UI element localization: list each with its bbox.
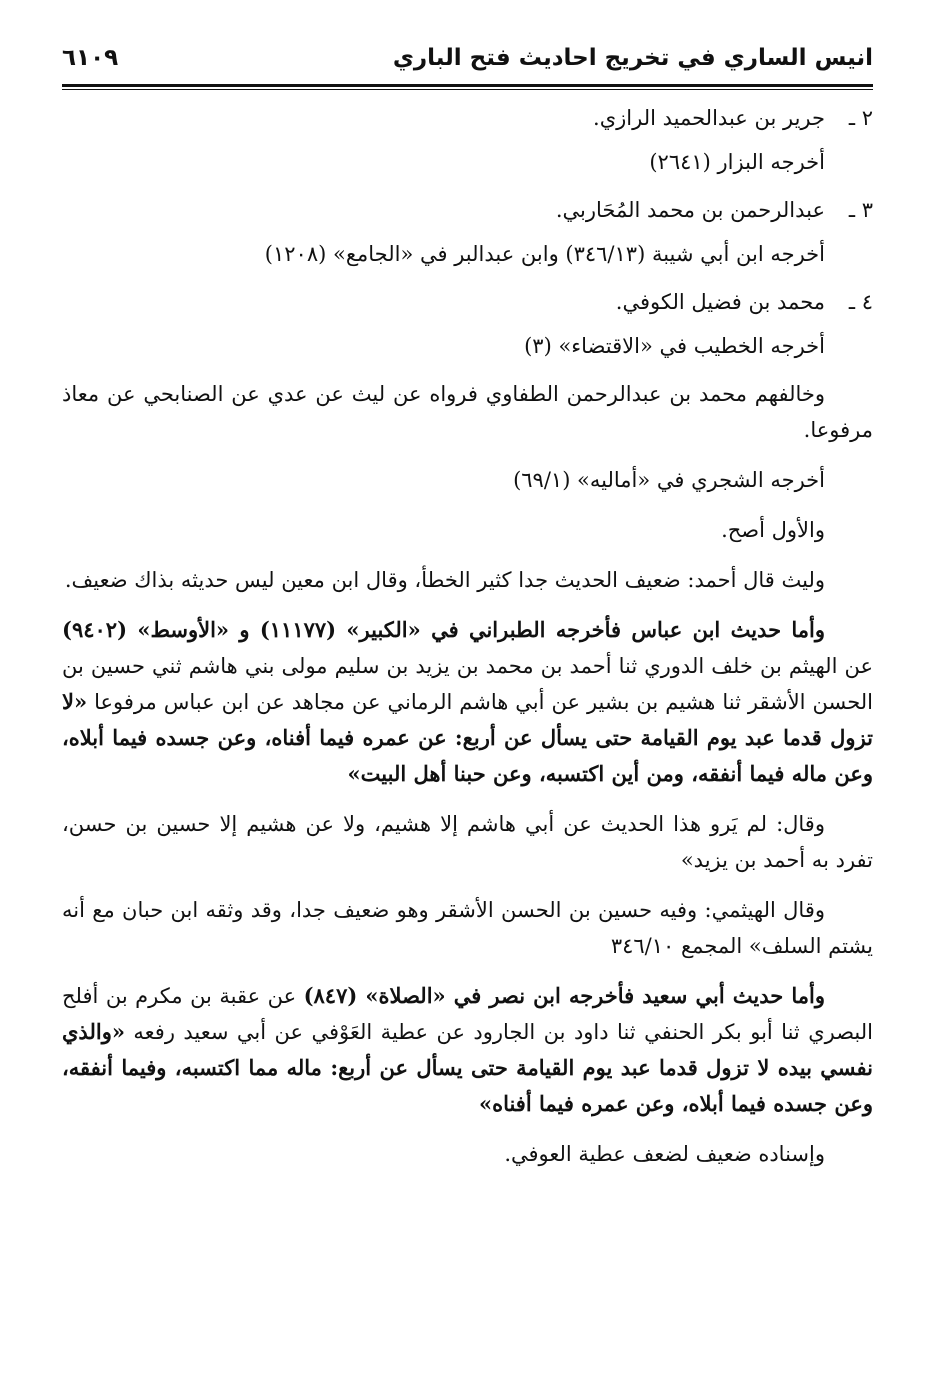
header-rule xyxy=(62,84,873,87)
paragraph: وإسناده ضعيف لضعف عطية العوفي. xyxy=(504,1142,825,1166)
item-source: أخرجه ابن أبي شيبة (٣٤٦/١٣) وابن عبدالبر في «الجامع» (١٢٠٨) xyxy=(264,242,825,266)
paragraph-lead: وأما حديث ابن عباس فأخرجه الطبراني في «الكبير» (١١١٧٧) و «الأوسط» (٩٤٠٢) xyxy=(62,617,825,642)
page-number: ٦١٠٩ xyxy=(62,45,119,71)
paragraph: وخالفهم محمد بن عبدالرحمن الطفاوي فرواه عن ليث عن عدي عن الصنابحي عن معاذ مرفوعا. xyxy=(62,382,873,442)
paragraph-lead: وأما حديث أبي سعيد فأخرجه ابن نصر في «الصلاة» (٨٤٧) xyxy=(303,983,825,1008)
running-title: انيس الساري في تخريج احاديث فتح الباري xyxy=(392,45,873,71)
item-source: أخرجه الخطيب في «الاقتضاء» (٣) xyxy=(524,334,825,358)
item-text: عبدالرحمن بن محمد المُحَاربي. xyxy=(555,198,825,222)
paragraph-body: عن الهيثم بن خلف الدوري ثنا أحمد بن محمد بن يزيد بن سليم مولى بني هاشم ثني حسين بن الحسن الأشقر ثنا هشيم بن بشير عن أبي هاشم الرماني عن مجاهد عن ابن عباس مرفوعا xyxy=(62,654,873,714)
paragraph: وقال: لم يَرو هذا الحديث عن أبي هاشم إلا هشيم، ولا عن هشيم إلا حسين بن حسن، تفرد به أحمد بن يزيد» xyxy=(62,812,873,872)
paragraph-body: عن عقبة بن مكرم بن أفلح البصري ثنا أبو بكر الحنفي ثنا داود بن الجارود عن عطية العَوْفي عن أبي سعيد رفعه xyxy=(62,984,873,1044)
narrator-item xyxy=(62,284,873,320)
page-header xyxy=(62,36,873,80)
item-number: ٤ ـ xyxy=(848,290,873,314)
item-text: جرير بن عبدالحميد الرازي. xyxy=(593,106,825,130)
item-number: ٣ ـ xyxy=(848,198,873,222)
hadith-quote: «والذي نفسي بيده لا تزول قدما عبد يوم القيامة حتى يسأل عن أربع: ماله مما اكتسبه، وفيما أنفقه، وعن جسده فيما أبلاه، وعن عمره فيما أفناه» xyxy=(62,1019,873,1116)
narrator-item xyxy=(62,100,873,136)
paragraph: والأول أصح. xyxy=(721,518,825,542)
narrator-item xyxy=(62,192,873,228)
page-body xyxy=(62,100,873,1186)
header-rule-thin xyxy=(62,89,873,90)
paragraph: وليث قال أحمد: ضعيف الحديث جدا كثير الخطأ، وقال ابن معين ليس حديثه بذاك ضعيف. xyxy=(64,568,825,592)
hadith-paragraph-ibn-abbas xyxy=(62,612,873,792)
item-number: ٢ ـ xyxy=(848,106,873,130)
paragraph: وقال الهيثمي: وفيه حسين بن الحسن الأشقر وهو ضعيف جدا، وقد وثقه ابن حبان مع أنه يشتم السلف» المجمع ٣٤٦/١٠ xyxy=(62,898,873,958)
item-text: محمد بن فضيل الكوفي. xyxy=(615,290,825,314)
hadith-paragraph-abu-said xyxy=(62,978,873,1122)
hadith-quote: «لا تزول قدما عبد يوم القيامة حتى يسأل عن أربع: عن عمره فيما أفناه، وعن جسده فيما أبلاه، وعن ماله فيما أنفقه، ومن أين اكتسبه، وعن حبنا أهل البيت» xyxy=(62,689,873,786)
paragraph: أخرجه الشجري في «أماليه» (٦٩/١) xyxy=(513,468,825,492)
item-source: أخرجه البزار (٢٦٤١) xyxy=(649,150,825,174)
